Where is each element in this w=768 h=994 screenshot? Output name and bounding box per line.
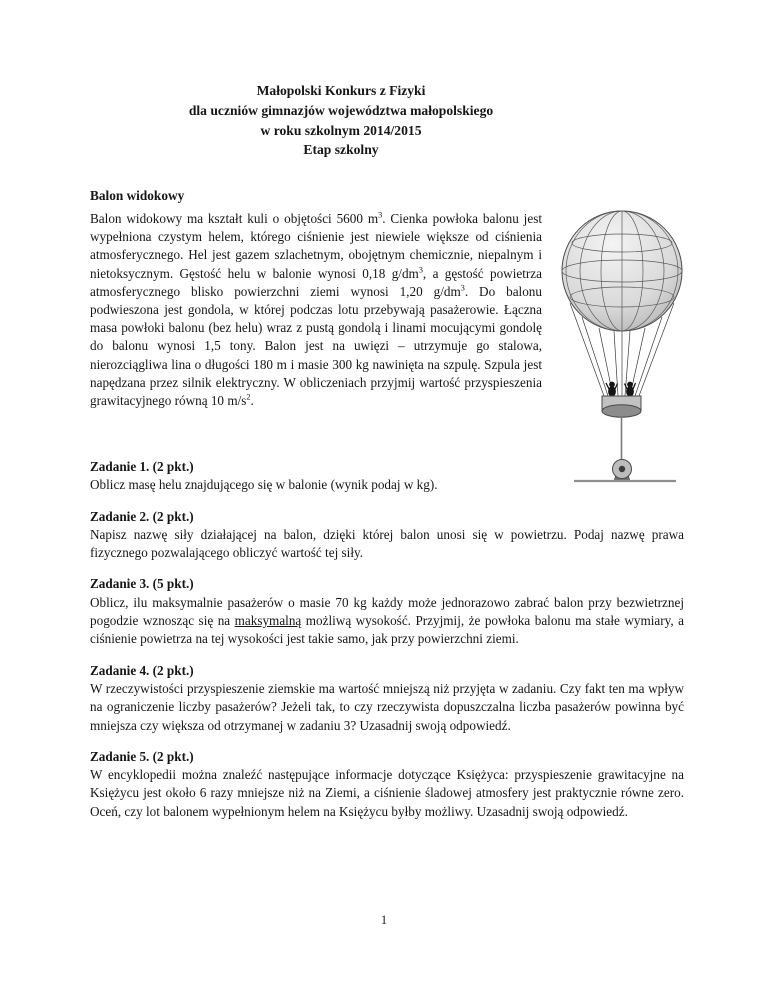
page-number: 1	[380, 913, 388, 927]
title-line-3: w roku szkolnym 2014/2015	[260, 122, 422, 138]
task-3	[90, 575, 684, 648]
gondola	[602, 396, 641, 417]
task-3-heading: Zadanie 3. (5 pkt.)	[90, 576, 194, 592]
tasks-section	[90, 458, 684, 834]
task-4	[90, 662, 684, 735]
task-4-text: W rzeczywistości przyspieszenie ziemskie ma wartość mniejszą niż przyjęta w zadaniu. Czy fakt ten ma wpływ na ograniczenie liczby pasażerów? Jeżeli tak, to czy rzeczywista dopuszczalna liczba pasażerów powinna być mniejsza czy większa od otrzymanej w zadaniu 3? Uzasadnij swoją odpowiedź.	[90, 680, 684, 733]
balloon-envelope	[562, 211, 682, 331]
task-1-text: Oblicz masę helu znajdującego się w balonie (wynik podaj w kg).	[90, 477, 438, 493]
title-line-2: dla uczniów gimnazjów województwa małopolskiego	[188, 102, 494, 118]
task-5-text: W encyklopedii można znaleźć następujące informacje dotyczące Księżyca: przyspieszenie grawitacyjne na Księżycu jest około 6 razy mniejsze niż na Ziemi, a ciśnienie śladowej atmosfery jest praktycznie równe zero. Oceń, czy lot balonem wypełnionym helem na Księżycu byłby możliwy. Uzasadnij swoją odpowiedź.	[90, 767, 684, 819]
intro-paragraph: Balon widokowy ma kształt kuli o objętości 5600 $m^3$. Cienka powłoka balonu jest wypełniona czystym helem, którego ciśnienie jest niewiele większe od ciśnienia atmosferycznego. Hel jest gazem szlachetnym, obojętnym chemicznie, niepalnym i nietoksycznym. Gęstość helu w balonie wynosi 0,18 $g/dm^3$, a gęstość powietrza atmosferycznego blisko powierzchni ziemi wynosi 1,20 $g/dm^3$. Do balonu podwieszona jest gondola, w której podczas lotu przebywają pasażerowie. Łączna masa powłoki balonu (bez helu) wraz z pustą gondolą i linami mocującymi gondolę do balonu wynosi 1,5 tony. Balon jest na uwięzi – utrzymuje go stalowa, nierozciągliwa lina o długości 180 m i masie 300 kg nawinięta na szpulę. Szpula jest napędzana przez silnik elektryczny. W obliczeniach przyjmij wartość przyspieszenia grawitacyjnego równą 10 $m/s^2$.	[90, 210, 542, 409]
task-4-heading: Zadanie 4. (2 pkt.)	[90, 662, 194, 678]
section-heading: Balon widokowy	[90, 188, 185, 203]
title-line-1: Małopolski Konkurs z Fizyki	[256, 83, 426, 98]
title-line-4: Etap szkolny	[303, 142, 379, 158]
task-3-text: Oblicz, ilu maksymalnie pasażerów o masie 70 kg każdy może jednorazowo zabrać balon przy bezwietrznej pogodzie wznosząc się na maksymalną możliwą wysokość. Przyjmij, że powłoka balonu ma stałe wymiary, a ciśnienie powietrza na tej wysokości jest takie samo, jak przy powierzchni ziemi.	[90, 594, 684, 647]
task-2-text: Napisz nazwę siły działającej na balon, dzięki której balon unosi się w powietrzu. Podaj nazwę prawa fizycznego pozwalającego obliczyć wartość tej siły.	[90, 526, 684, 561]
tethered-balloon-illustration	[546, 200, 768, 488]
task-1-heading: Zadanie 1. (2 pkt.)	[90, 459, 194, 474]
document-title	[90, 81, 592, 160]
task-1	[90, 458, 684, 495]
task-5	[90, 748, 684, 821]
task-5-heading: Zadanie 5. (2 pkt.)	[90, 748, 194, 764]
task-2	[90, 508, 684, 563]
passengers	[606, 382, 636, 396]
task-2-heading: Zadanie 2. (2 pkt.)	[90, 508, 194, 524]
